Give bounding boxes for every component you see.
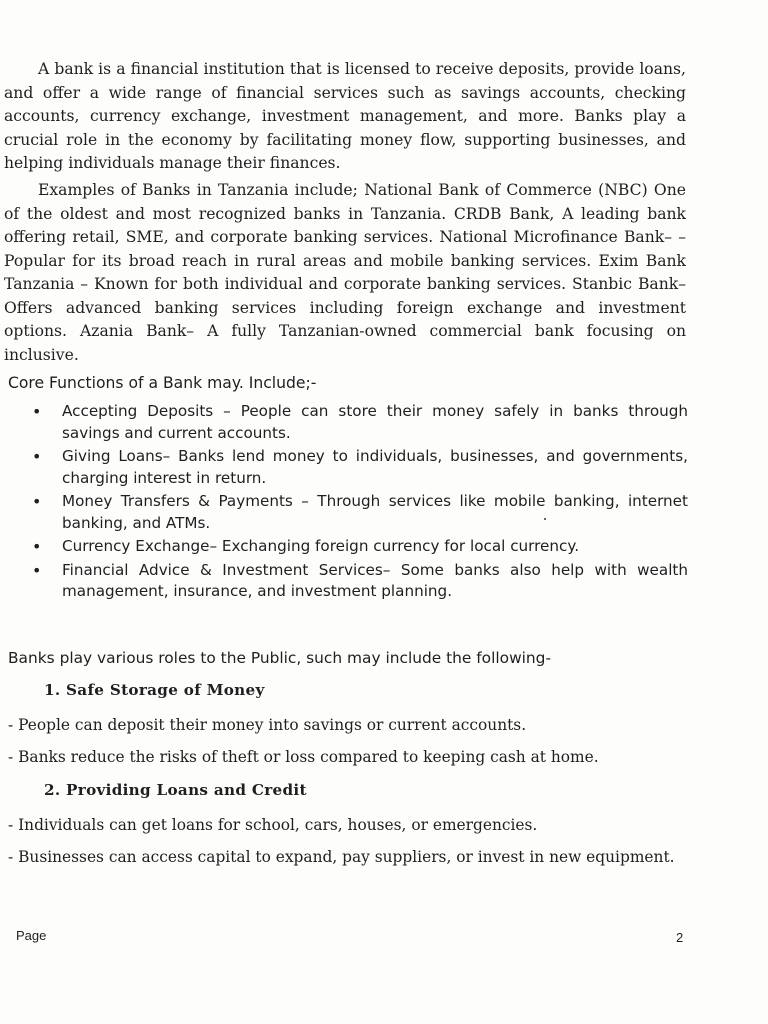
list-item-text: Financial Advice & Investment Services– Some banks also help with wealth management, insurance, and investment planning.	[62, 560, 688, 600]
bullet-icon: •	[32, 447, 42, 466]
list-item	[8, 401, 688, 444]
section-point: - Individuals can get loans for school, cars, houses, or emergencies.	[8, 816, 538, 834]
list-item	[8, 491, 688, 534]
core-functions-list	[8, 401, 688, 605]
intro-paragraph: A bank is a financial institution that is licensed to receive deposits, provide loans, and offer a wide range of financial services such as savings accounts, checking accounts, currency exchange, investment management, and more. Banks play a crucial role in the economy by facilitating money flow, supporting businesses, and helping individuals manage their finances.	[4, 60, 686, 172]
bullet-icon: •	[32, 537, 42, 556]
section-point: - People can deposit their money into savings or current accounts.	[8, 716, 527, 734]
roles-intro: Banks play various roles to the Public, such may include the following-	[8, 649, 552, 667]
list-item	[8, 560, 688, 603]
bullet-icon: •	[32, 560, 42, 580]
list-item	[8, 536, 688, 558]
scan-speck	[544, 518, 546, 520]
list-item-text: Accepting Deposits – People can store their money safely in banks through savings and current accounts.	[62, 402, 688, 442]
section-heading-safe-storage: 1. Safe Storage of Money	[44, 681, 265, 699]
section-point: - Banks reduce the risks of theft or loss compared to keeping cash at home.	[8, 748, 599, 766]
core-functions-intro: Core Functions of a Bank may. Include;-	[8, 374, 317, 392]
list-item-text: Giving Loans– Banks lend money to individuals, businesses, and governments, charging interest in return.	[62, 447, 688, 487]
bullet-icon: •	[32, 402, 42, 421]
section-heading-loans-credit: 2. Providing Loans and Credit	[44, 781, 307, 799]
list-item-text: Money Transfers & Payments – Through services like mobile banking, internet banking, and ATMs.	[62, 492, 688, 532]
section-point: - Businesses can access capital to expand, pay suppliers, or invest in new equipment.	[8, 848, 675, 866]
bullet-icon: •	[32, 492, 42, 511]
list-item-text: Currency Exchange– Exchanging foreign currency for local currency.	[62, 537, 580, 555]
footer-page-number: 2	[676, 930, 684, 945]
footer-page-label: Page	[16, 928, 47, 943]
examples-paragraph: Examples of Banks in Tanzania include; National Bank of Commerce (NBC) One of the oldest and most recognized banks in Tanzania. CRDB Bank, A leading bank offering retail, SME, and corporate banking services. National Microfinance Bank– – Popular for its broad reach in rural areas and mobile banking services. Exim Bank Tanzania – Known for both individual and corporate banking services. Stanbic Bank– Offers advanced banking services including foreign exchange and investment options. Azania Bank– A fully Tanzanian-owned commercial bank focusing on inclusive.	[4, 181, 686, 364]
list-item	[8, 446, 688, 489]
